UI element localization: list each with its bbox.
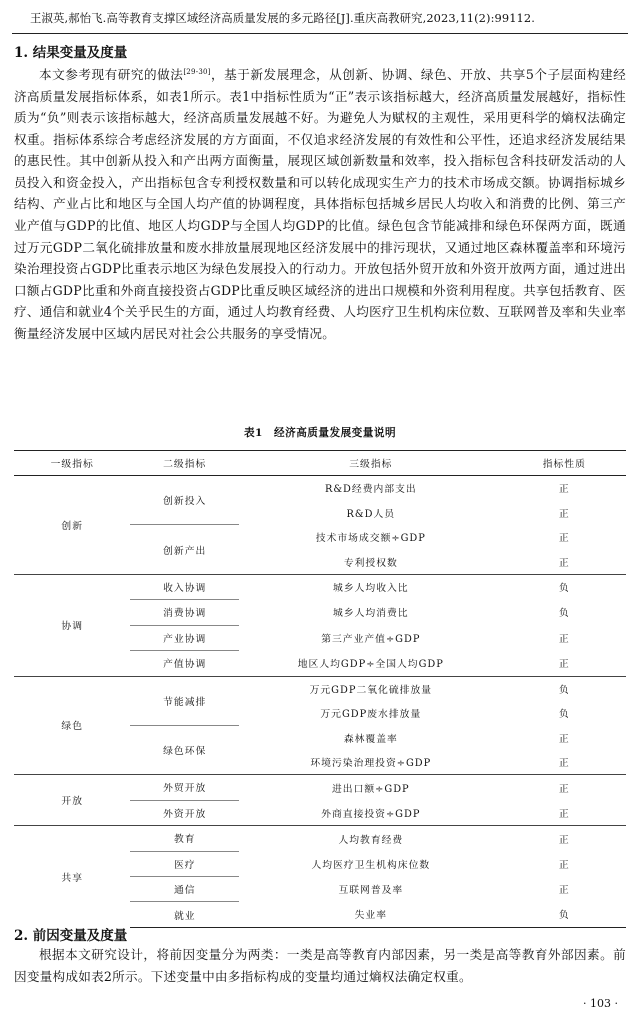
running-header: 王淑英,郝怡飞.高等教育支撑区域经济高质量发展的多元路径[J].重庆高教研究,2023,11(2):99112.	[30, 11, 535, 25]
level3-cell: R&D人员	[346, 508, 396, 520]
table-header-cell: 三级指标	[239, 451, 503, 476]
direction-cell: 正	[558, 733, 570, 745]
level1-cell: 开放	[14, 775, 130, 826]
level2-cell: 外资开放	[130, 800, 239, 825]
level3-cell: 万元GDP废水排放量	[320, 709, 422, 721]
level2-cell: 收入协调	[130, 574, 239, 599]
table-header-row	[14, 451, 626, 476]
direction-cell: 负	[558, 608, 570, 620]
table1	[14, 450, 626, 928]
table-row	[14, 676, 626, 701]
table-row	[14, 476, 626, 501]
level3-cell: 人均医疗卫生机构床位数	[311, 859, 431, 871]
direction-cell: 正	[558, 859, 570, 871]
level2-cell: 节能减排	[130, 676, 239, 725]
header-rule	[12, 33, 628, 34]
table1-body	[14, 476, 626, 928]
table-header-cell: 指标性质	[503, 451, 626, 476]
level2-cell: 通信	[130, 877, 239, 902]
section1-para-lead: 本文参考现有研究的做法	[39, 67, 184, 83]
direction-cell: 负	[503, 676, 626, 701]
direction-cell: 负	[503, 902, 626, 927]
level3-cell: 失业率	[239, 902, 503, 927]
direction-cell: 正	[558, 484, 570, 496]
direction-cell: 正	[503, 775, 626, 800]
table-header-cell: 一级指标	[14, 451, 130, 476]
level1-cell: 绿色	[14, 676, 130, 775]
level3-cell: 人均教育经费	[239, 826, 503, 851]
section2-title: 2. 前因变量及度量	[14, 928, 128, 944]
citation-ref: [29-30]	[183, 68, 211, 76]
table-row	[14, 775, 626, 800]
level1-cell: 共享	[14, 826, 130, 928]
level3-cell: 外商直接投资÷GDP	[321, 808, 421, 820]
direction-cell: 正	[558, 885, 570, 897]
section1-paragraph	[14, 62, 626, 344]
level2-cell: 医疗	[130, 851, 239, 876]
section1-title: 1. 结果变量及度量	[14, 45, 128, 61]
direction-cell: 正	[558, 633, 570, 645]
level3-cell: 万元GDP二氧化硫排放量	[239, 676, 503, 701]
direction-cell: 正	[558, 557, 570, 569]
level3-cell: 城乡人均消费比	[333, 608, 409, 620]
direction-cell: 正	[558, 758, 570, 770]
level2-cell: 产业协调	[130, 625, 239, 650]
level2-cell: 就业	[130, 902, 239, 927]
direction-cell: 正	[558, 659, 570, 671]
level3-cell: 第三产业产值÷GDP	[321, 633, 421, 645]
level3-cell: 互联网普及率	[338, 885, 404, 897]
direction-cell: 正	[558, 533, 570, 545]
direction-cell: 正	[558, 808, 570, 820]
level3-cell: 专利授权数	[343, 557, 398, 569]
section2-paragraph: 根据本文研究设计，将前因变量分为两类：一类是高等教育内部因素，另一类是高等教育外部因素。前因变量构成如表2所示。下述变量中由多指标构成的变量均通过熵权法确定权重。	[14, 947, 626, 984]
section1-para-rest: ，基于新发展理念，从创新、协调、绿色、开放、共享5个子层面构建经济高质量发展指标体系，如表1所示。表1中指标性质为“正”表示该指标越大，经济高质量发展越好，指标性质为“负”则表示该指标越大，经济高质量发展越不好。为避免人为赋权的主观性，采用更科学的熵权法确定权重。指标体系综合考虑经济发展的方方面面，不仅追求经济发展的有效性和公平性，还追求经济发展结果的惠民性。其中创新从投入和产出两方面衡量，展现区域创新数量和效率，投入指标包含科技研发活动的人员投入和资金投入，产出指标包含专利授权数量和可以转化成现实生产力的技术市场成交额。协调指标城乡结构、产业占比和地区与全国人均产值的协调程度，具体指标包括城乡居民人均收入和消费的比例、第三产业产值与GDP的比值、地区人均GDP与全国人均GDP的比值。绿色包含节能减排和绿色环保两方面，既通过万元GDP二氧化硫排放量和废水排放量展现地区经济发展中的排污现状，又通过地区森林覆盖率和环境污染治理投资占GDP比重表示地区为绿色发展投入的行动力。开放包括外贸开放和外资开放两方面，通过进出口额占GDP比重和外商直接投资占GDP比重反映区域经济的进出口规模和外资利用程度。共享包括教育、医疗、通信和就业4个关乎民生的方面，通过人均教育经费、人均医疗卫生机构床位数、互联网普及率和失业率衡量经济发展中区域内居民对社会公共服务的享受情况。	[14, 67, 627, 341]
table-row	[14, 574, 626, 599]
level3-cell: 环境污染治理投资÷GDP	[310, 758, 432, 770]
level3-cell: R&D经费内部支出	[324, 484, 417, 496]
level2-cell: 消费协调	[130, 600, 239, 625]
level1-cell: 创新	[61, 520, 84, 532]
level3-cell: 进出口额÷GDP	[239, 775, 503, 800]
table1-caption: 表1 经济高质量发展变量说明	[243, 427, 397, 439]
level3-cell: 技术市场成交额÷GDP	[315, 533, 426, 545]
level2-cell: 绿色环保	[130, 725, 239, 774]
table-row	[14, 826, 626, 851]
level3-cell: 地区人均GDP÷全国人均GDP	[297, 659, 444, 671]
direction-cell: 负	[503, 574, 626, 599]
level1-cell: 协调	[14, 574, 130, 676]
level3-cell: 城乡人均收入比	[239, 574, 503, 599]
direction-cell: 正	[558, 508, 570, 520]
level2-cell: 创新投入	[163, 496, 207, 508]
level2-cell: 教育	[130, 826, 239, 851]
direction-cell: 正	[503, 826, 626, 851]
page-number: · 103 ·	[583, 997, 618, 1010]
table-header-cell: 二级指标	[130, 451, 239, 476]
direction-cell: 负	[558, 709, 570, 721]
level3-cell: 森林覆盖率	[343, 733, 398, 745]
level2-cell: 产值协调	[130, 651, 239, 676]
level2-cell: 外贸开放	[130, 775, 239, 800]
level2-cell: 创新产出	[130, 525, 239, 574]
